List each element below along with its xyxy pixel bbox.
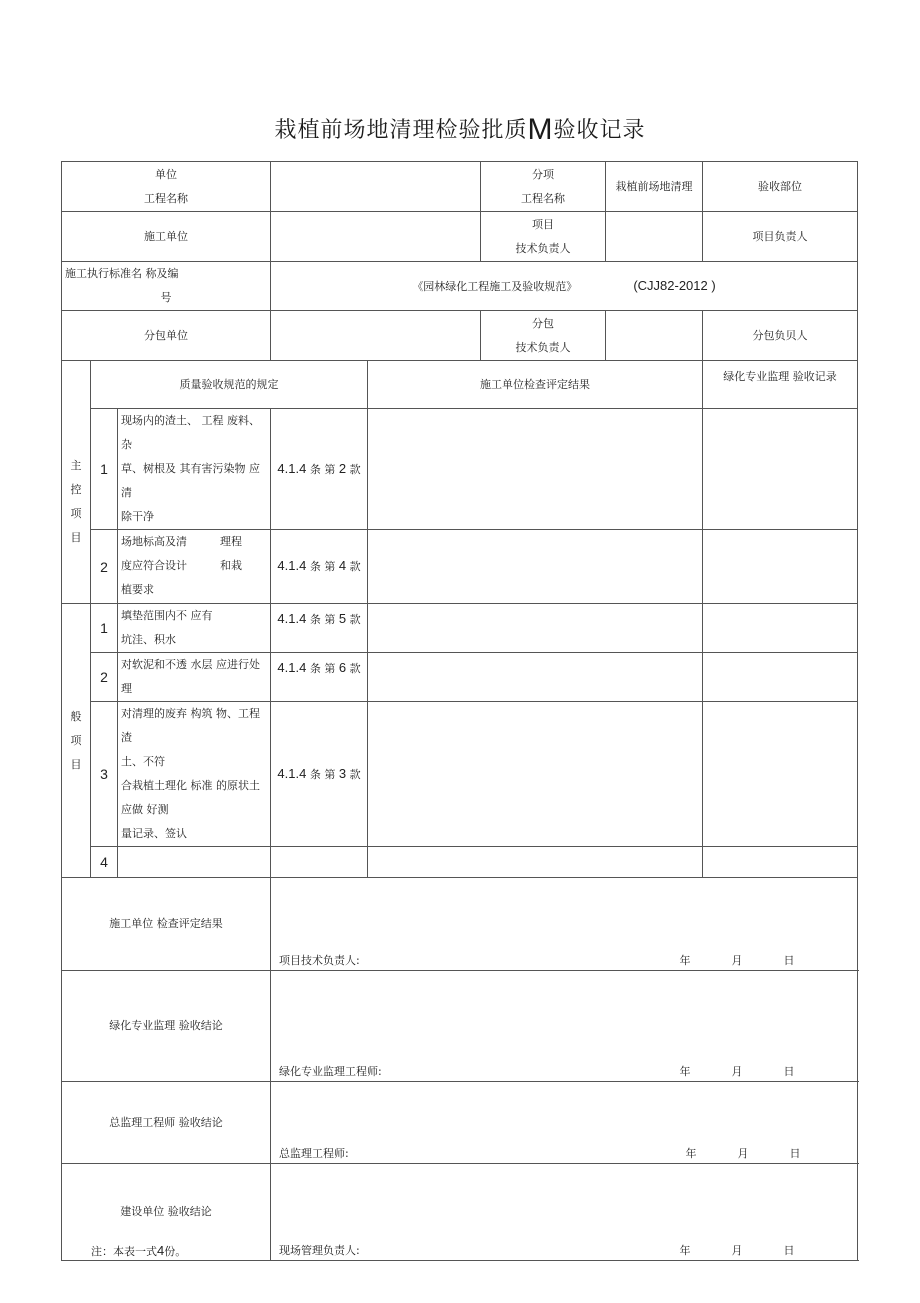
subcontractor-value[interactable] [271,311,481,361]
general-item-number: 1 [91,604,118,653]
tech-lead-value[interactable] [606,212,703,262]
subitem-name-value: 栽植前场地清理 [606,162,703,212]
general-group-label: 般 项 目 [62,604,91,878]
main-item-supervision-record[interactable] [703,530,858,604]
main-item-check-result[interactable] [368,530,703,604]
general-item-supervision-record[interactable] [703,653,858,702]
footnote: 注：本表一式4份。 [91,1243,187,1258]
project-manager-label: 项目负责人 [703,212,858,262]
main-item-supervision-record[interactable] [703,409,858,530]
general-item-supervision-record[interactable] [703,702,858,847]
signoff-date: 年 月 日 [685,1147,801,1160]
supervision-conclusion-label: 绿化专业监理 验收结论 [62,971,271,1082]
main-item-check-result[interactable] [368,409,703,530]
page-title: 栽植前场地清理检验批质M验收记录 [274,113,646,146]
general-item-check-result[interactable] [368,847,703,878]
constructor-check-conclusion-label: 施工单位 检查评定结果 [62,878,271,971]
signoff-date: 年 月 日 [679,1065,795,1078]
sub-tech-lead-value[interactable] [606,311,703,361]
subcontractor-label: 分包单位 [62,311,271,361]
general-item-number: 2 [91,653,118,702]
general-item-clause: 4.1.4 条 第 6 款 [271,653,368,702]
signoff-signer-label: 总监理工程师: [279,1147,349,1160]
general-item-supervision-record[interactable] [703,604,858,653]
supervision-conclusion-value[interactable] [271,971,858,1082]
general-item-number: 3 [91,702,118,847]
owner-conclusion-label: 建设单位 验收结论 [62,1164,271,1261]
owner-conclusion-value[interactable] [271,1164,858,1261]
general-item-description [118,847,271,878]
main-control-group-label: 主 控 项 目 [62,361,91,604]
subitem-name-label: 分项 工程名称 [481,162,606,212]
general-item-number: 4 [91,847,118,878]
tech-lead-label: 项目 技术负责人 [481,212,606,262]
signoff-signer-label: 项目技术负责人: [279,954,360,967]
general-item-check-result[interactable] [368,604,703,653]
acceptance-part-label: 验收部位 [703,162,858,212]
main-item-description: 场地标高及清 理程 度应符合设计 和栽 植要求 [118,530,271,604]
signoff-signer-label: 绿化专业监理工程师: [279,1065,382,1078]
supervision-column-header: 绿化专业监理 验收记录 [703,361,858,409]
general-item-clause: 4.1.4 条 第 5 款 [271,604,368,653]
general-item-description: 对软泥和不透 水层 应进行处 理 [118,653,271,702]
sub-head-label: 分包负贝人 [703,311,858,361]
main-item-number: 2 [91,530,118,604]
signoff-date: 年 月 日 [679,954,795,967]
main-item-description: 现场内的渣土、 工程 废料、杂 草、树根及 其有害污染物 应清 除干净 [118,409,271,530]
constructor-label: 施工单位 [62,212,271,262]
unit-project-name-label: 单位 工程名称 [62,162,271,212]
spec-column-header: 质量验收规范的规定 [91,361,368,409]
sub-tech-lead-label: 分包 技术负责人 [481,311,606,361]
check-column-header: 施工单位检查评定结果 [368,361,703,409]
main-item-clause: 4.1.4 条 第 4 款 [271,530,368,604]
chief-supervisor-conclusion-label: 总监理工程师 验收结论 [62,1082,271,1164]
general-item-clause [271,847,368,878]
general-item-check-result[interactable] [368,702,703,847]
unit-project-name-value[interactable] [271,162,481,212]
chief-supervisor-conclusion-value[interactable] [271,1082,858,1164]
general-item-supervision-record[interactable] [703,847,858,878]
signoff-date: 年 月 日 [679,1244,795,1257]
main-item-number: 1 [91,409,118,530]
general-item-check-result[interactable] [368,653,703,702]
general-item-description: 对清理的废弃 构筑 物、工程渣 土、不符 合栽植土理化 标准 的原状土 应做 好测 量记录、签认 [118,702,271,847]
signoff-signer-label: 现场管理负责人: [279,1244,360,1257]
general-item-description: 填垫范围内不 应有 坑洼、积水 [118,604,271,653]
standard-label: 施工执行标准名 称及编 号 [62,262,271,311]
general-item-clause: 4.1.4 条 第 3 款 [271,702,368,847]
acceptance-record-table [61,161,858,1261]
standard-value: 《园林绿化工程施工及验收规范》 (CJJ82-2012 ) [271,262,858,311]
constructor-check-conclusion-value[interactable] [271,878,858,971]
constructor-value[interactable] [271,212,481,262]
main-item-clause: 4.1.4 条 第 2 款 [271,409,368,530]
